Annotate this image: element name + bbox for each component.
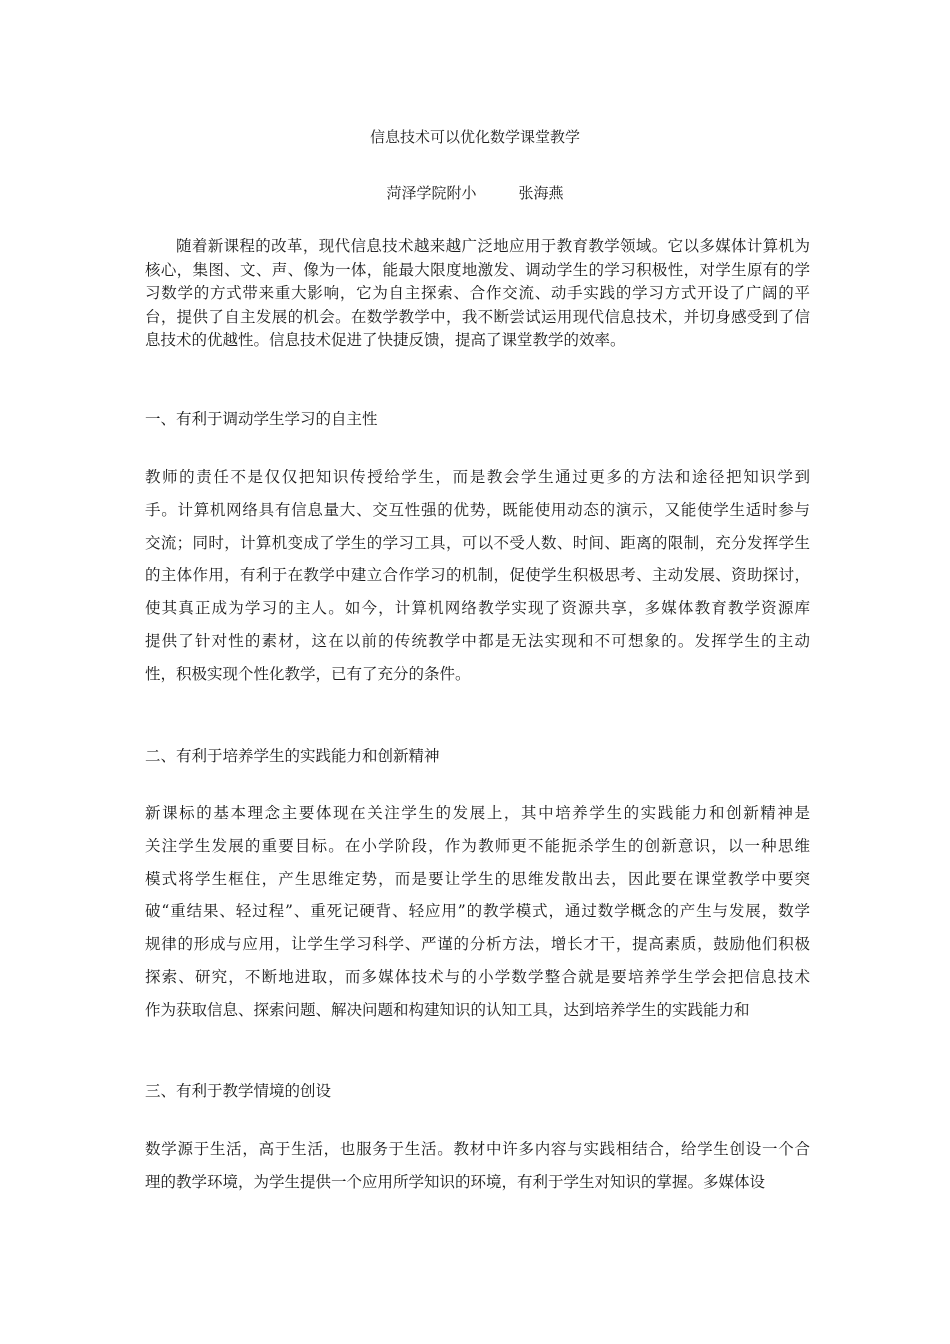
paragraph-line: 的主体作用，有利于在教学中建立合作学习的机制，促使学生积极思考、主动发展、资助探讨，: [145, 566, 810, 585]
paragraph-line: 性，积极实现个性化教学，已有了充分的条件。: [145, 664, 471, 683]
section-paragraph-3: [145, 1133, 810, 1199]
paragraph-line: 使其真正成为学习的主人。如今，计算机网络教学实现了资源共享，多媒体教育教学资源库: [145, 599, 810, 618]
paragraph-line: 数学源于生活，高于生活，也服务于生活。教材中许多内容与实践相结合，给学生创设一个合: [145, 1140, 810, 1158]
intro-paragraph: 随着新课程的改革，现代信息技术越来越广泛地应用于教育教学领域。它以多媒体计算机为核心，集图、文、声、像为一体，能最大限度地激发、调动学生的学习积极性，对学生原有的学习数学的方式带来重大影响，它为自主探索、合作交流、动手实践的学习方式开设了广阔的平台，提供了自主发展的机会。在数学教学中，我不断尝试运用现代信息技术，并切身感受到了信息技术的优越性。信息技术促进了快捷反馈，提高了课堂教学的效率。: [145, 237, 810, 349]
paragraph-line: 提供了针对性的素材，这在以前的传统教学中都是无法实现和不可想象的。发挥学生的主动: [145, 631, 810, 650]
paragraph-line: 手。计算机网络具有信息量大、交互性强的优势，既能使用动态的演示，又能使学生适时参与: [145, 500, 810, 519]
paragraph-line: 新课标的基本理念主要体现在关注学生的发展上，其中培养学生的实践能力和创新精神是: [145, 804, 810, 822]
paragraph-line: 破“重结果、轻过程”、重死记硬背、轻应用”的教学模式，通过数学概念的产生与发展，数学: [145, 902, 810, 921]
section-heading-2: 二、有利于培养学生的实践能力和创新精神: [145, 747, 440, 765]
section-paragraph-1: [145, 461, 810, 691]
paragraph-line: 理的教学环境，为学生提供一个应用所学知识的环境，有利于学生对知识的掌握。多媒体设: [145, 1172, 766, 1191]
paragraph-line: 探索、研究，不断地进取，而多媒体技术与的小学数学整合就是要培养学生学会把信息技术: [145, 967, 810, 986]
section-paragraph-2: [145, 797, 810, 1027]
author-name: 张海燕: [518, 184, 564, 202]
paragraph-line: 关注学生发展的重要目标。在小学阶段，作为教师更不能扼杀学生的创新意识，以一种思维: [145, 836, 810, 855]
paragraph-line: 规律的形成与应用，让学生学习科学、严谨的分析方法，增长才干，提高素质，鼓励他们积极: [145, 935, 810, 954]
section-heading-3: 三、有利于教学情境的创设: [145, 1082, 332, 1100]
author-school: 菏泽学院附小: [386, 184, 477, 202]
paragraph-line: 作为获取信息、探索问题、解决问题和构建知识的认知工具，达到培养学生的实践能力和: [145, 1000, 750, 1019]
section-heading-1: 一、有利于调动学生学习的自主性: [145, 410, 378, 428]
author-byline: [0, 183, 950, 203]
paragraph-line: 模式将学生框住，产生思维定势，而是要让学生的思维发散出去，因此要在课堂教学中要突: [145, 869, 810, 888]
document-title: 信息技术可以优化数学课堂教学: [369, 128, 580, 146]
paragraph-line: 教师的责任不是仅仅把知识传授给学生，而是教会学生通过更多的方法和途径把知识学到: [145, 468, 810, 486]
paragraph-line: 交流；同时，计算机变成了学生的学习工具，可以不受人数、时间、距离的限制，充分发挥学生: [145, 533, 810, 552]
